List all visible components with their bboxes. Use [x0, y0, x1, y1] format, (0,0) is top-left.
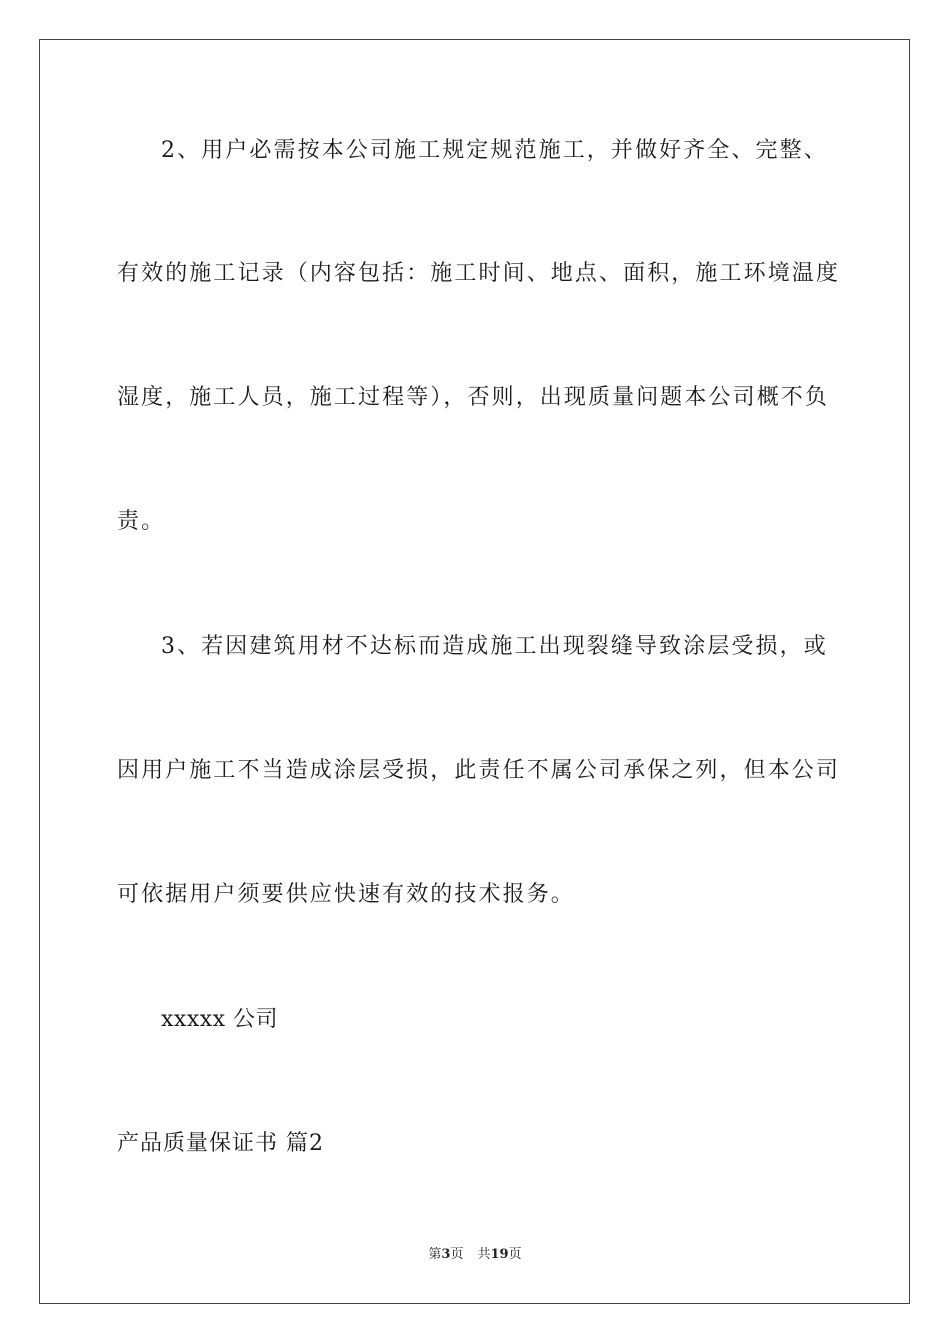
- current-page-number: 3: [441, 1247, 451, 1262]
- page-prefix: 第: [428, 1247, 442, 1262]
- total-prefix: 共: [477, 1247, 491, 1262]
- page-suffix: 页: [450, 1247, 464, 1262]
- page-footer: [0, 1246, 950, 1264]
- section-heading: 产品质量保证书 篇2: [117, 1131, 324, 1156]
- paragraph-2-line-1: 2、用户必需按本公司施工规定规范施工，并做好齐全、完整、: [161, 138, 828, 163]
- paragraph-3-line-2: 因用户施工不当造成涂层受损，此责任不属公司承保之列，但本公司: [117, 758, 841, 783]
- total-suffix: 页: [508, 1247, 522, 1262]
- total-page-count: 19: [490, 1247, 509, 1262]
- paragraph-2-line-3: 湿度，施工人员，施工过程等），否则，出现质量问题本公司概不负: [117, 385, 830, 410]
- paragraph-3-line-3: 可依据用户须要供应快速有效的技术报务。: [117, 882, 575, 907]
- page-border: [39, 39, 910, 1304]
- paragraph-3-line-1: 3、若因建筑用材不达标而造成施工出现裂缝导致涂层受损，或: [161, 634, 828, 659]
- paragraph-2-line-4: 责。: [117, 509, 166, 534]
- paragraph-2-line-2: 有效的施工记录（内容包括：施工时间、地点、面积，施工环境温度: [117, 261, 841, 286]
- company-signature: xxxxx 公司: [161, 1007, 279, 1032]
